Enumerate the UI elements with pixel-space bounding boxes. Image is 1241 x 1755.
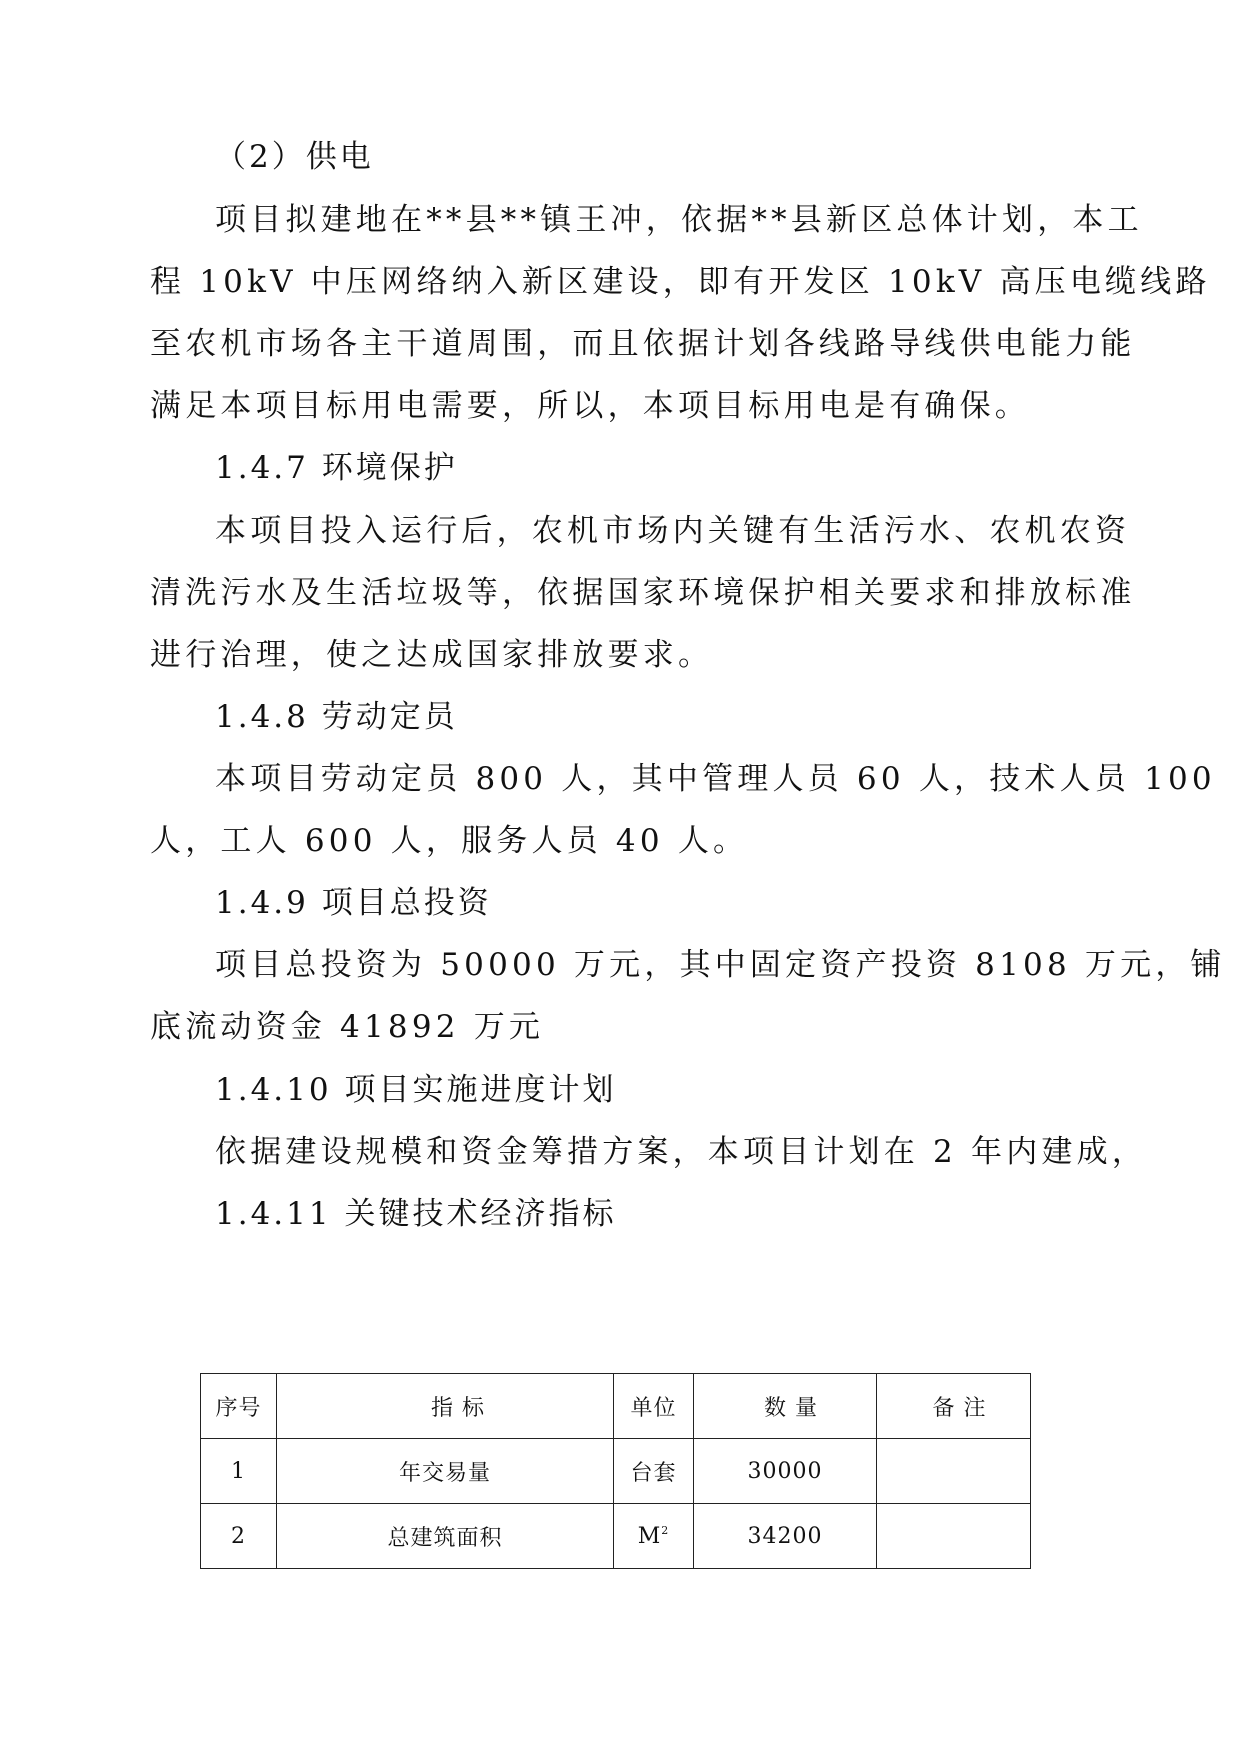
paragraph-line: 满足本项目标用电需要，所以，本项目标用电是有确保。 bbox=[150, 388, 1030, 424]
section-heading-power-supply: （2）供电 bbox=[215, 139, 374, 175]
cell-quantity: 30000 bbox=[694, 1439, 877, 1504]
unit-superscript: 2 bbox=[661, 1523, 670, 1537]
paragraph-line: 项目总投资为 50000 万元，其中固定资产投资 8108 万元，铺 bbox=[215, 947, 1226, 983]
paragraph-line: 底流动资金 41892 万元 bbox=[150, 1009, 545, 1045]
paragraph-line: 依据建设规模和资金筹措方案，本项目计划在 2 年内建成， bbox=[215, 1134, 1148, 1170]
paragraph-line: 本项目投入运行后，农机市场内关键有生活污水、农机农资 bbox=[215, 513, 1131, 549]
section-heading-investment: 1.4.9 项目总投资 bbox=[215, 885, 492, 921]
unit-text: M bbox=[637, 1523, 662, 1549]
paragraph-line: 项目拟建地在**县**镇王冲，依据**县新区总体计划，本工 bbox=[215, 202, 1143, 238]
paragraph-line: 清洗污水及生活垃圾等，依据国家环境保护相关要求和排放标准 bbox=[150, 575, 1136, 611]
section-heading-environment: 1.4.7 环境保护 bbox=[215, 450, 458, 486]
cell-remark bbox=[877, 1439, 1031, 1504]
paragraph-line: 进行治理，使之达成国家排放要求。 bbox=[150, 637, 714, 673]
column-header-quantity: 数 量 bbox=[694, 1374, 877, 1439]
column-header-unit: 单位 bbox=[614, 1374, 694, 1439]
cell-seq: 2 bbox=[201, 1504, 277, 1569]
table-header-row bbox=[201, 1374, 1031, 1439]
column-header-remark: 备 注 bbox=[877, 1374, 1031, 1439]
paragraph-line: 程 10kV 中压网络纳入新区建设，即有开发区 10kV 高压电缆线路 bbox=[150, 264, 1211, 300]
cell-remark bbox=[877, 1504, 1031, 1569]
section-heading-labor: 1.4.8 劳动定员 bbox=[215, 699, 458, 735]
cell-indicator: 年交易量 bbox=[277, 1439, 614, 1504]
table-row bbox=[201, 1504, 1031, 1569]
cell-indicator: 总建筑面积 bbox=[277, 1504, 614, 1569]
cell-quantity: 34200 bbox=[694, 1504, 877, 1569]
paragraph-line: 人，工人 600 人，服务人员 40 人。 bbox=[150, 823, 749, 859]
kpi-table bbox=[200, 1373, 1031, 1569]
section-heading-schedule: 1.4.10 项目实施进度计划 bbox=[215, 1072, 617, 1108]
cell-unit: 台套 bbox=[614, 1439, 694, 1504]
cell-seq: 1 bbox=[201, 1439, 277, 1504]
paragraph-line: 本项目劳动定员 800 人，其中管理人员 60 人，技术人员 100 bbox=[215, 761, 1216, 797]
section-heading-kpi: 1.4.11 关键技术经济指标 bbox=[215, 1196, 617, 1232]
table-row bbox=[201, 1439, 1031, 1504]
cell-unit bbox=[614, 1504, 694, 1569]
column-header-indicator: 指 标 bbox=[277, 1374, 614, 1439]
column-header-seq: 序号 bbox=[201, 1374, 277, 1439]
paragraph-line: 至农机市场各主干道周围，而且依据计划各线路导线供电能力能 bbox=[150, 326, 1136, 362]
